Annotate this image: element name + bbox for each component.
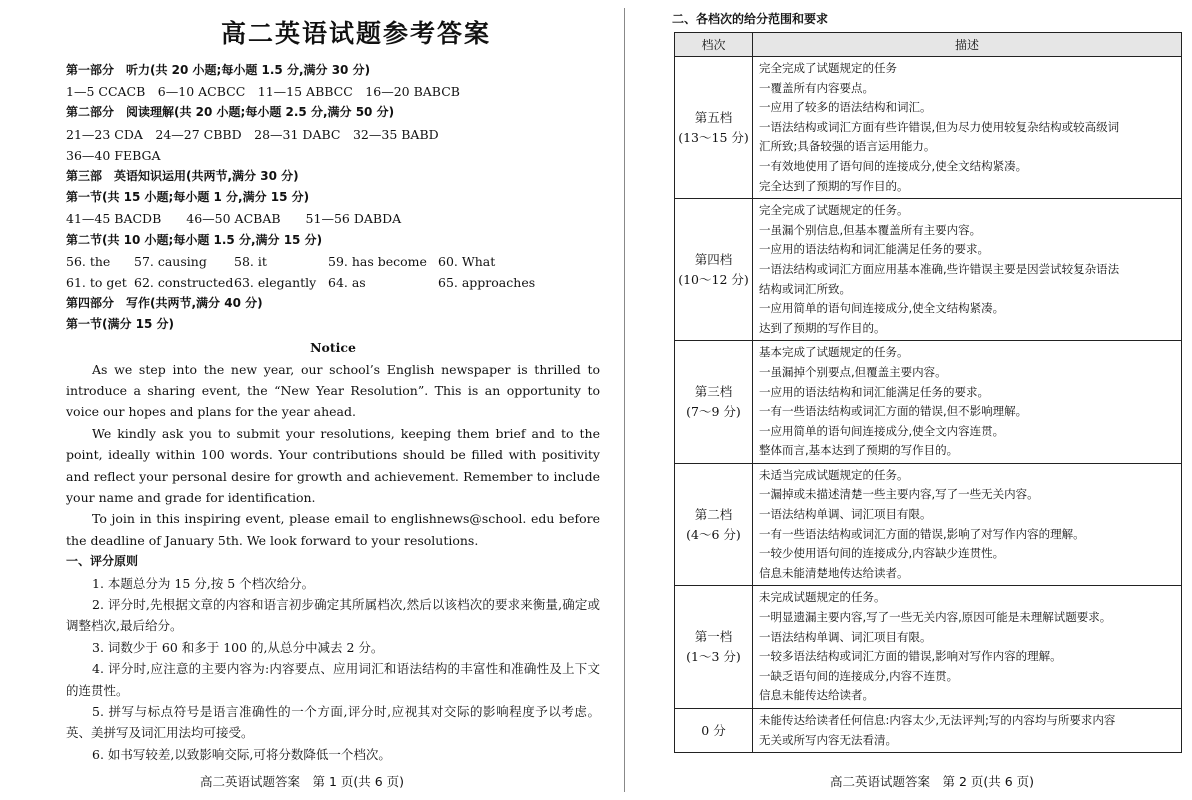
page-footer: 高二英语试题答案 第 1 页(共 6 页) xyxy=(200,774,405,789)
column-header-description: 描述 xyxy=(753,33,1182,57)
fill-answer: 56. the xyxy=(66,253,111,269)
table-row xyxy=(675,57,1182,199)
description-line: 基本完成了试题规定的任务。 xyxy=(759,345,909,360)
table-row xyxy=(675,709,1182,753)
level-range: (7～9 分) xyxy=(686,404,741,420)
column-header-level: 档次 xyxy=(675,33,753,57)
description-cell xyxy=(753,586,1182,709)
description-line: 一有一些语法结构或词汇方面的错误,但不影响理解。 xyxy=(759,404,1028,419)
level-cell xyxy=(675,341,753,464)
description-line: 一漏掉或未描述清楚一些主要内容,写了一些无关内容。 xyxy=(759,487,1039,502)
scoring-principles-header: 一、评分原则 xyxy=(66,554,139,569)
level-name: 第四档 xyxy=(694,251,733,267)
description-cell xyxy=(753,199,1182,341)
fill-answer: 57. causing xyxy=(134,253,207,269)
part3-header: 第三部 英语知识运用(共两节,满分 30 分) xyxy=(66,169,299,184)
notice-title: Notice xyxy=(310,339,356,355)
scoring-rule: 6. 如书写较差,以致影响交际,可将分数降低一个档次。 xyxy=(92,746,391,762)
part1-header: 第一部分 听力(共 20 小题;每小题 1.5 分,满分 30 分) xyxy=(66,63,371,77)
description-cell xyxy=(753,709,1182,753)
description-line: 一较多语法结构或词汇方面的错误,影响对写作内容的理解。 xyxy=(759,649,1062,664)
part4-sec1-header: 第一节(满分 15 分) xyxy=(66,317,175,332)
level-name: 第一档 xyxy=(694,629,733,645)
description-line: 信息未能清楚地传达给读者。 xyxy=(759,565,909,580)
scoring-rule: 1. 本题总分为 15 分,按 5 个档次给分。 xyxy=(92,575,315,591)
fill-answer: 62. constructed xyxy=(134,275,234,291)
description-line: 完全完成了试题规定的任务。 xyxy=(759,203,909,218)
fill-answer: 63. elegantly xyxy=(234,275,317,291)
level-name: 第三档 xyxy=(694,384,733,400)
answer-page-right xyxy=(634,0,1192,800)
description-line: 一明显遗漏主要内容,写了一些无关内容,原因可能是未理解试题要求。 xyxy=(759,610,1112,625)
grading-levels-title: 二、各档次的给分范围和要求 xyxy=(672,12,829,26)
level-cell xyxy=(675,199,753,341)
description-line: 一覆盖所有内容要点。 xyxy=(759,80,874,95)
page-title: 高二英语试题参考答案 xyxy=(220,19,491,48)
table-row xyxy=(675,341,1182,464)
notice-paragraph: We kindly ask you to submit your resolutions, keeping them brief and to the point, ideally within 100 words. Your contributions should be filled with positivity and reflect your personal desire for growth and achievement. Remember to include your name and grade for identification. xyxy=(66,425,600,506)
part3-sec1-answers: 41—45 BACDB 46—50 ACBAB 51—56 DABDA xyxy=(66,211,402,227)
notice-paragraph: As we step into the new year, our school’s English newspaper is thrilled to introduce a sharing event, the “New Year Resolution”. This is an opportunity to voice our hopes and plans for the year ahead. xyxy=(66,361,600,420)
table-row xyxy=(675,199,1182,341)
part3-sec1-header: 第一节(共 15 小题;每小题 1 分,满分 15 分) xyxy=(66,190,310,205)
description-line: 一语法结构单调、词汇项目有限。 xyxy=(759,629,932,644)
part2-answers-2: 36—40 FEBGA xyxy=(66,147,161,163)
description-line: 未适当完成试题规定的任务。 xyxy=(759,467,909,482)
level-name: 第二档 xyxy=(694,506,733,522)
notice-paragraph: To join in this inspiring event, please email to englishnews@school. edu before the deadline of January 5th. We look forward to your resolutions. xyxy=(66,511,600,548)
level-cell xyxy=(675,463,753,586)
description-line: 一有效地使用了语句间的连接成分,使全文结构紧凑。 xyxy=(759,158,1028,173)
fill-answer: 60. What xyxy=(438,253,496,269)
table-row xyxy=(675,463,1182,586)
level-cell xyxy=(675,586,753,709)
description-line: 一应用的语法结构和词汇能满足任务的要求。 xyxy=(759,242,989,257)
table-header-row xyxy=(675,33,1182,57)
description-line: 完全完成了试题规定的任务 xyxy=(759,61,897,75)
part3-sec2-header: 第二节(共 10 小题;每小题 1.5 分,满分 15 分) xyxy=(66,232,323,247)
level-cell xyxy=(675,57,753,199)
level-range: (1～3 分) xyxy=(686,649,741,665)
description-line: 一缺乏语句间的连接成分,内容不连贯。 xyxy=(759,668,959,683)
description-line: 一较少使用语句间的连接成分,内容缺少连贯性。 xyxy=(759,546,1005,561)
fill-answers-row-1 xyxy=(66,251,600,272)
description-line: 完全达到了预期的写作目的。 xyxy=(759,178,909,193)
fill-answer: 58. it xyxy=(234,253,267,269)
part2-header: 第二部分 阅读理解(共 20 小题;每小题 2.5 分,满分 50 分) xyxy=(66,105,395,120)
description-line: 无关或所写内容无法看清。 xyxy=(759,732,897,747)
description-cell xyxy=(753,463,1182,586)
description-line: 一语法结构单调、词汇项目有限。 xyxy=(759,507,932,522)
fill-answer: 65. approaches xyxy=(438,275,536,291)
fill-answers-row-2 xyxy=(66,272,600,293)
description-line: 一语法结构或词汇方面有些许错误,但为尽力使用较复杂结构或较高级词 xyxy=(759,119,1120,134)
fill-answer: 59. has become xyxy=(328,253,427,269)
level-range: (13～15 分) xyxy=(678,129,749,145)
page-footer: 高二英语试题答案 第 2 页(共 6 页) xyxy=(830,774,1035,789)
description-line: 一虽漏个别信息,但基本覆盖所有主要内容。 xyxy=(759,222,982,237)
level-range: (10～12 分) xyxy=(678,271,749,287)
description-line: 一应用简单的语句间连接成分,使全文内容连贯。 xyxy=(759,423,1005,438)
scoring-rule: 5. 拼写与标点符号是语言准确性的一个方面,评分时,应视其对交际的影响程度予以考虑。英、美拼写及词汇用法均可接受。 xyxy=(66,703,600,741)
description-line: 汇所致;具备较强的语言运用能力。 xyxy=(759,139,936,154)
description-line: 整体而言,基本达到了预期的写作目的。 xyxy=(759,443,959,458)
scoring-rule: 4. 评分时,应注意的主要内容为:内容要点、应用词汇和语法结构的丰富性和准确性及上下文的连贯性。 xyxy=(66,661,600,698)
part2-answers-1: 21—23 CDA 24—27 CBBD 28—31 DABC 32—35 BABD xyxy=(66,126,439,142)
description-cell xyxy=(753,341,1182,464)
grading-table xyxy=(674,32,1182,753)
fill-answer: 61. to get xyxy=(66,275,127,291)
description-line: 达到了预期的写作目的。 xyxy=(759,320,886,335)
description-line: 一应用的语法结构和词汇能满足任务的要求。 xyxy=(759,384,989,399)
description-line: 一有一些语法结构或词汇方面的错误,影响了对写作内容的理解。 xyxy=(759,526,1085,541)
scoring-rule: 3. 词数少于 60 和多于 100 的,从总分中减去 2 分。 xyxy=(92,639,384,655)
description-line: 未完成试题规定的任务。 xyxy=(759,590,886,605)
part1-answers: 1—5 CCACB 6—10 ACBCC 11—15 ABBCC 16—20 BABCB xyxy=(66,84,460,100)
level-cell xyxy=(675,709,753,753)
page-divider xyxy=(624,8,625,792)
level-name: 0 分 xyxy=(701,722,726,738)
description-line: 一应用了较多的语法结构和词汇。 xyxy=(759,100,932,115)
part4-header: 第四部分 写作(共两节,满分 40 分) xyxy=(66,296,263,311)
description-line: 信息未能传达给读者。 xyxy=(759,688,874,703)
level-name: 第五档 xyxy=(694,109,733,125)
description-line: 一应用简单的语句间连接成分,使全文结构紧凑。 xyxy=(759,301,1005,316)
table-row xyxy=(675,586,1182,709)
description-cell xyxy=(753,57,1182,199)
description-line: 一虽漏掉个别要点,但覆盖主要内容。 xyxy=(759,364,947,379)
description-line: 未能传达给读者任何信息:内容太少,无法评判;写的内容均与所要求内容 xyxy=(759,713,1116,727)
scoring-rule: 2. 评分时,先根据文章的内容和语言初步确定其所属档次,然后以该档次的要求来衡量,确定或调整档次,最后给分。 xyxy=(66,596,600,634)
description-line: 一语法结构或词汇方面应用基本准确,些许错误主要是因尝试较复杂语法 xyxy=(759,261,1120,276)
description-line: 结构或词汇所致。 xyxy=(759,281,851,296)
level-range: (4～6 分) xyxy=(686,526,741,542)
fill-answer: 64. as xyxy=(328,275,366,291)
